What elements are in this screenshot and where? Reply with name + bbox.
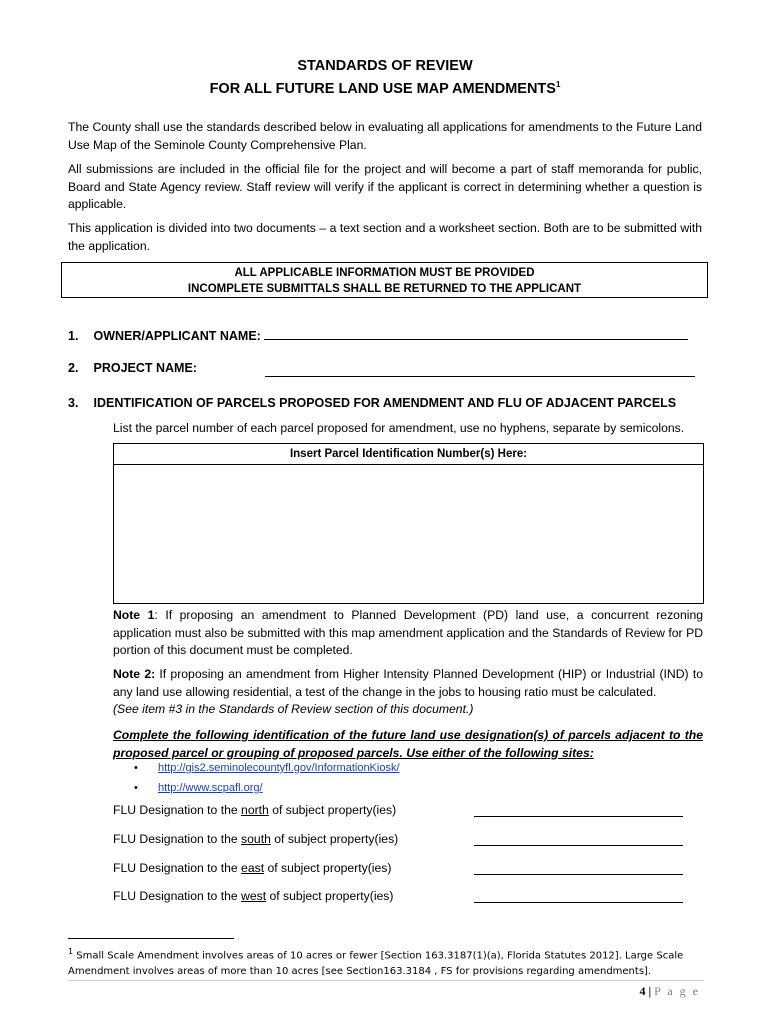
question-2-number: 2. (68, 361, 79, 375)
footer-divider (68, 980, 704, 981)
title-text: FOR ALL FUTURE LAND USE MAP AMENDMENTS (209, 80, 556, 97)
flu-south-field[interactable] (474, 845, 683, 846)
page-number-value: 4 (639, 984, 646, 998)
note-2-text: If proposing an amendment from Higher Intensity Planned Development (HIP) or Industrial (IND) to any land use allowing residential, a test of the change in the jobs to housing ratio must be calculated. (113, 667, 703, 699)
intro-paragraph-3: This application is divided into two documents – a text section and a worksheet section. Both are to be submitted with the application. (68, 221, 702, 253)
bullet-icon: • (134, 762, 138, 774)
question-3-label: IDENTIFICATION OF PARCELS PROPOSED FOR AMENDMENT AND FLU OF ADJACENT PARCELS (93, 396, 677, 410)
question-3 (68, 396, 676, 410)
question-2 (68, 361, 197, 375)
flu-south-row (113, 832, 693, 846)
gis-kiosk-link[interactable]: http://gis2.seminolecountyfl.gov/InformationKiosk/ (158, 762, 400, 774)
flu-north-suffix: of subject property(ies) (272, 803, 397, 817)
flu-west-suffix: of subject property(ies) (269, 889, 394, 903)
flu-west-field[interactable] (474, 902, 683, 903)
note-2-reference: (See item #3 in the Standards of Review section of this document.) (113, 702, 474, 716)
question-3-number: 3. (68, 396, 79, 410)
flu-west-direction: west (241, 889, 267, 903)
flu-south-direction: south (241, 832, 271, 846)
document-title-line-1: STANDARDS OF REVIEW (297, 58, 473, 74)
footnote-mark: 1 (68, 947, 74, 956)
question-1 (68, 326, 688, 343)
footnote (68, 944, 708, 980)
note-2-label: Note 2: (113, 667, 156, 681)
flu-east-field[interactable] (474, 874, 683, 875)
document-title-line-2 (0, 80, 770, 97)
footnote-text: Small Scale Amendment involves areas of 10 acres or fewer [Section 163.3187(1)(a), Florida Statutes 2012]. Large Scale Amendment involves areas of more than 10 acres [see Section163.3184 , FS for provisions regarding amendments]. (68, 950, 684, 978)
adjacent-flu-instruction: Complete the following identification of the future land use designation(s) of parcels adjacent to the proposed parcel or grouping of proposed parcels. Use either of the following sites: (113, 728, 703, 760)
flu-west-row (113, 889, 693, 903)
link-item-2 (134, 782, 263, 794)
flu-north-field[interactable] (474, 816, 683, 817)
flu-north-prefix: FLU Designation to the (113, 803, 238, 817)
question-1-number: 1. (68, 329, 79, 343)
question-1-label: OWNER/APPLICANT NAME: (93, 329, 261, 343)
flu-east-row (113, 861, 693, 875)
notice-box (61, 262, 708, 298)
parcel-instruction: List the parcel number of each parcel proposed for amendment, use no hyphens, separate by semicolons. (113, 421, 685, 435)
intro-paragraph-2: All submissions are included in the official file for the project and will become a part of staff memoranda for public, Board and State Agency review. Staff review will verify if the applicant is correct in determining whether a question is applicable. (68, 162, 702, 211)
page-number (639, 984, 700, 999)
link-item-1 (134, 762, 400, 774)
flu-east-suffix: of subject property(ies) (267, 861, 392, 875)
intro-paragraph-1: The County shall use the standards described below in evaluating all applications for amendments to the Future Land Use Map of the Seminole County Comprehensive Plan. (68, 120, 702, 152)
footnote-divider (68, 938, 234, 939)
notice-line-2: INCOMPLETE SUBMITTALS SHALL BE RETURNED TO THE APPLICANT (187, 283, 582, 295)
bullet-icon: • (134, 782, 138, 794)
note-1 (113, 607, 703, 660)
page-label: P a g e (654, 984, 700, 998)
flu-north-direction: north (241, 803, 269, 817)
flu-east-direction: east (241, 861, 265, 875)
flu-south-prefix: FLU Designation to the (113, 832, 238, 846)
project-name-field[interactable] (265, 361, 695, 377)
note-1-text: : If proposing an amendment to Planned Development (PD) land use, a concurrent rezoning application must also be submitted with this map amendment application and the Standards of Review for PD portion of this document must be completed. (113, 608, 703, 657)
note-2 (113, 666, 703, 719)
scpafl-link[interactable]: http://www.scpafl.org/ (158, 782, 263, 794)
title-footnote-ref: 1 (555, 80, 561, 89)
question-2-label: PROJECT NAME: (93, 361, 197, 375)
flu-south-suffix: of subject property(ies) (274, 832, 399, 846)
parcel-id-input[interactable] (114, 465, 703, 604)
flu-north-row (113, 803, 693, 817)
flu-east-prefix: FLU Designation to the (113, 861, 238, 875)
flu-west-prefix: FLU Designation to the (113, 889, 238, 903)
parcel-id-box-header: Insert Parcel Identification Number(s) Here: (114, 444, 703, 465)
note-1-label: Note 1 (113, 608, 155, 622)
parcel-id-box (113, 443, 704, 604)
page-number-separator: | (648, 984, 652, 998)
notice-line-1: ALL APPLICABLE INFORMATION MUST BE PROVIDED (234, 267, 535, 279)
owner-applicant-name-field[interactable] (264, 326, 688, 340)
